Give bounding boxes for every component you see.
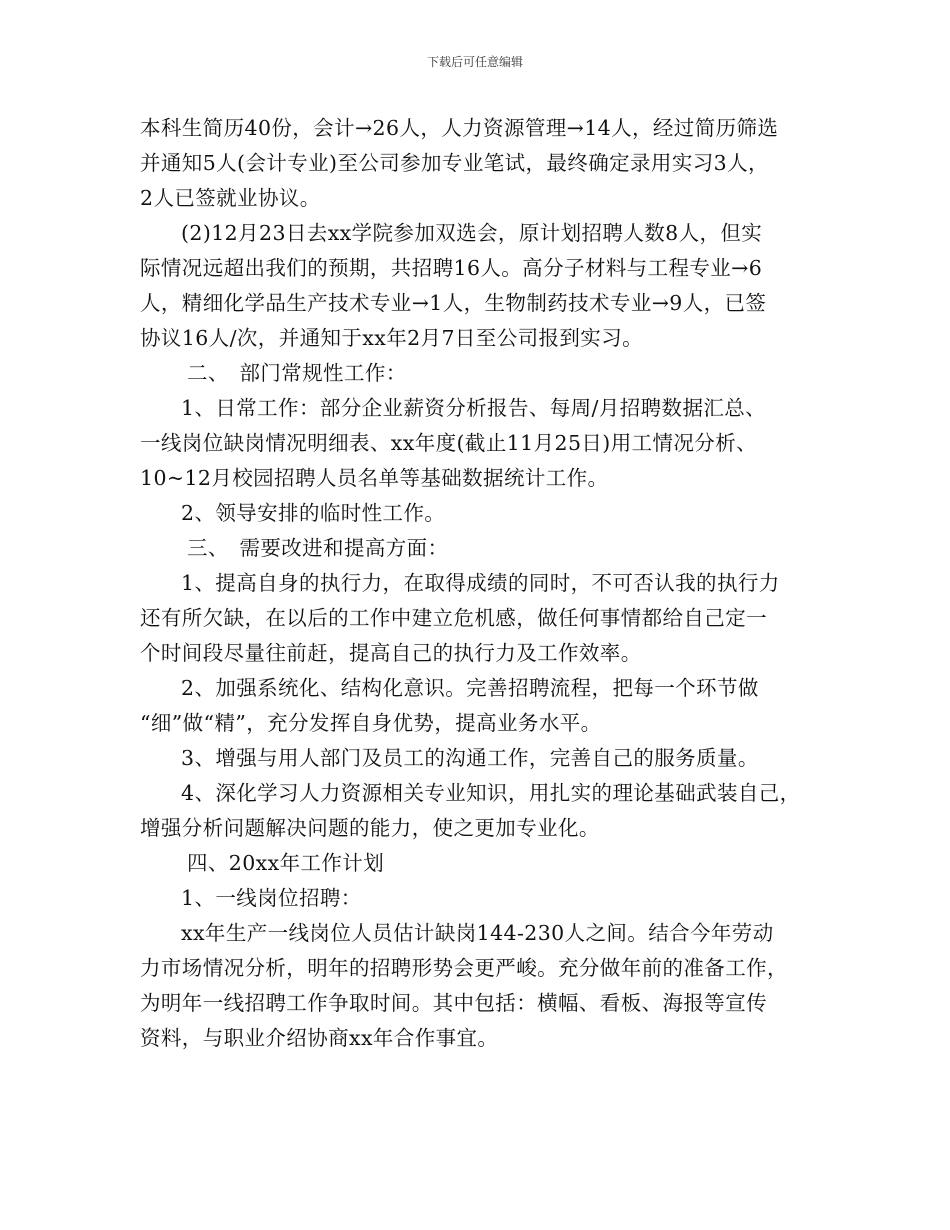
text-line: 1、日常工作：部分企业薪资分析报告、每周/月招聘数据汇总、 xyxy=(181,396,767,420)
text-line: 还有所欠缺，在以后的工作中建立危机感，做任何事情都给自己定一 xyxy=(140,606,767,630)
section-heading: 二、 部门常规性工作： xyxy=(187,361,407,385)
text-line: 1、一线岗位招聘： xyxy=(181,886,362,910)
text-line: 3、增强与用人部门及员工的沟通工作，完善自己的服务质量。 xyxy=(181,746,759,770)
section-heading: 三、 需要改进和提高方面： xyxy=(187,536,449,560)
document-body xyxy=(140,111,820,1056)
text-line: 并通知5人(会计专业)至公司参加专业笔试，最终确定录用实习3人， xyxy=(140,151,769,175)
text-line: (2)12月23日去xx学院参加双选会，原计划招聘人数8人，但实 xyxy=(181,221,763,245)
text-line: 2人已签就业协议。 xyxy=(140,186,321,210)
text-line: “细”做“精”，充分发挥自身优势，提高业务水平。 xyxy=(140,711,602,735)
page-header: 下载后可任意编辑 xyxy=(426,55,523,69)
section-heading: 四、20xx年工作计划 xyxy=(187,851,385,875)
text-line: 1、提高自身的执行力，在取得成绩的同时，不可否认我的执行力 xyxy=(181,571,780,595)
text-line: 人，精细化学品生产技术专业→1人，生物制药技术专业→9人，已签 xyxy=(140,291,767,315)
text-line: xx年生产一线岗位人员估计缺岗144-230人之间。结合今年劳动 xyxy=(181,921,774,945)
text-line: 4、深化学习人力资源相关专业知识，用扎实的理论基础武装自己， xyxy=(181,781,801,805)
text-line: 协议16人/次，并通知于xx年2月7日至公司报到实习。 xyxy=(140,326,643,350)
text-line: 为明年一线招聘工作争取时间。其中包括：横幅、看板、海报等宣传 xyxy=(140,991,767,1015)
text-line: 个时间段尽量往前赶，提高自己的执行力及工作效率。 xyxy=(140,641,642,665)
text-line: 际情况远超出我们的预期，共招聘16人。高分子材料与工程专业→6 xyxy=(140,256,763,280)
text-line: 2、加强系统化、结构化意识。完善招聘流程，把每一个环节做 xyxy=(181,676,759,700)
text-line: 2、领导安排的临时性工作。 xyxy=(181,501,446,525)
text-line: 一线岗位缺岗情况明细表、xx年度(截止11月25日)用工情况分析、 xyxy=(140,431,757,455)
text-line: 本科生简历40份，会计→26人，人力资源管理→14人，经过简历筛选 xyxy=(140,116,779,140)
text-line: 增强分析问题解决问题的能力，使之更加专业化。 xyxy=(140,816,600,840)
text-line: 力市场情况分析，明年的招聘形势会更严峻。充分做年前的准备工作， xyxy=(140,956,788,980)
text-line: 资料，与职业介绍协商xx年合作事宜。 xyxy=(140,1026,499,1050)
text-line: 10~12月校园招聘人员名单等基础数据统计工作。 xyxy=(140,466,609,490)
